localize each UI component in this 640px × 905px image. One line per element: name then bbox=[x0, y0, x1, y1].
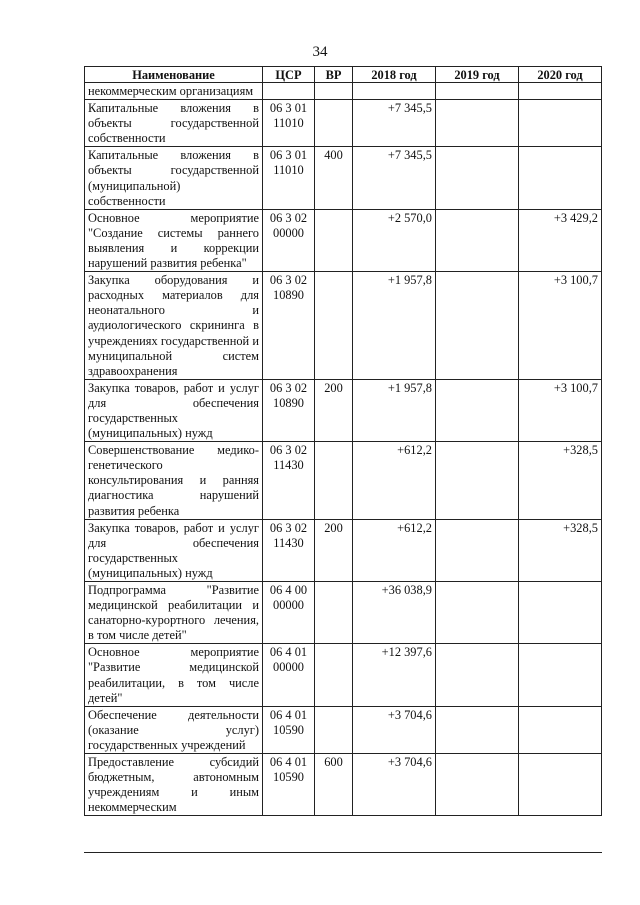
cell-2020 bbox=[519, 706, 602, 753]
cell-name: Совершенствование медико-генетического консультирования и ранняя диагностика нарушений развития ребенка bbox=[85, 442, 263, 519]
cell-name: Предоставление субсидий бюджетным, автономным учреждениям и иным некоммерческим bbox=[85, 754, 263, 816]
page-number: 34 bbox=[312, 44, 328, 60]
cell-name: Капитальные вложения в объекты государственной (муниципальной) собственности bbox=[85, 147, 263, 209]
table-row bbox=[85, 754, 602, 816]
cell-csr: 06 4 01 10590 bbox=[263, 754, 315, 816]
cell-vr bbox=[315, 272, 353, 380]
cell-2020 bbox=[519, 644, 602, 706]
cell-2018 bbox=[353, 83, 436, 100]
cell-csr: 06 4 01 10590 bbox=[263, 706, 315, 753]
table-header-row bbox=[85, 67, 602, 83]
table-row bbox=[85, 442, 602, 519]
cell-vr: 200 bbox=[315, 379, 353, 441]
cell-csr: 06 3 02 10890 bbox=[263, 379, 315, 441]
cell-csr: 06 3 02 11430 bbox=[263, 519, 315, 581]
cell-2019 bbox=[436, 519, 519, 581]
header-2020: 2020 год bbox=[519, 67, 602, 83]
cell-vr bbox=[315, 582, 353, 644]
cell-2018: +7 345,5 bbox=[353, 100, 436, 147]
cell-2019 bbox=[436, 442, 519, 519]
budget-table bbox=[84, 66, 602, 816]
cell-2019 bbox=[436, 582, 519, 644]
cell-vr bbox=[315, 644, 353, 706]
table-row bbox=[85, 100, 602, 147]
cell-vr bbox=[315, 83, 353, 100]
cell-2020 bbox=[519, 582, 602, 644]
cell-2019 bbox=[436, 754, 519, 816]
cell-vr bbox=[315, 706, 353, 753]
cell-2018: +2 570,0 bbox=[353, 209, 436, 271]
cell-name: Закупка товаров, работ и услуг для обеспечения государственных (муниципальных) нужд bbox=[85, 519, 263, 581]
cell-2018: +36 038,9 bbox=[353, 582, 436, 644]
cell-csr: 06 3 02 11430 bbox=[263, 442, 315, 519]
cell-csr: 06 4 01 00000 bbox=[263, 644, 315, 706]
cell-name: Закупка оборудования и расходных материалов для неонатального и аудиологического скрининга в учреждениях государственной и муниципальной систем здравоохранения bbox=[85, 272, 263, 380]
table-row bbox=[85, 209, 602, 271]
cell-name: Закупка товаров, работ и услуг для обеспечения государственных (муниципальных) нужд bbox=[85, 379, 263, 441]
cell-2020: +328,5 bbox=[519, 519, 602, 581]
cell-2018: +12 397,6 bbox=[353, 644, 436, 706]
table-bottom-edge bbox=[84, 852, 602, 853]
cell-name: Подпрограмма "Развитие медицинской реабилитации и санаторно-курортного лечения, в том числе детей" bbox=[85, 582, 263, 644]
cell-2018: +612,2 bbox=[353, 519, 436, 581]
cell-2018: +7 345,5 bbox=[353, 147, 436, 209]
table-row bbox=[85, 147, 602, 209]
cell-2020 bbox=[519, 754, 602, 816]
header-2019: 2019 год bbox=[436, 67, 519, 83]
cell-2019 bbox=[436, 83, 519, 100]
cell-2020: +3 100,7 bbox=[519, 272, 602, 380]
cell-2020: +328,5 bbox=[519, 442, 602, 519]
cell-csr: 06 3 01 11010 bbox=[263, 100, 315, 147]
cell-csr: 06 4 00 00000 bbox=[263, 582, 315, 644]
cell-name: некоммерческим организациям bbox=[85, 83, 263, 100]
cell-vr: 600 bbox=[315, 754, 353, 816]
cell-name: Обеспечение деятельности (оказание услуг) государственных учреждений bbox=[85, 706, 263, 753]
cell-csr: 06 3 01 11010 bbox=[263, 147, 315, 209]
cell-name: Основное мероприятие "Развитие медицинской реабилитации, в том числе детей" bbox=[85, 644, 263, 706]
cell-2018: +612,2 bbox=[353, 442, 436, 519]
cell-2020: +3 100,7 bbox=[519, 379, 602, 441]
cell-vr: 200 bbox=[315, 519, 353, 581]
cell-2018: +3 704,6 bbox=[353, 754, 436, 816]
cell-name: Капитальные вложения в объекты государственной собственности bbox=[85, 100, 263, 147]
table-row bbox=[85, 272, 602, 380]
header-vr: ВР bbox=[315, 67, 353, 83]
cell-2020 bbox=[519, 83, 602, 100]
cell-2018: +1 957,8 bbox=[353, 272, 436, 380]
cell-2019 bbox=[436, 209, 519, 271]
table-row bbox=[85, 83, 602, 100]
cell-2019 bbox=[436, 644, 519, 706]
header-2018: 2018 год bbox=[353, 67, 436, 83]
cell-vr bbox=[315, 442, 353, 519]
table-row bbox=[85, 379, 602, 441]
cell-csr: 06 3 02 10890 bbox=[263, 272, 315, 380]
cell-csr bbox=[263, 83, 315, 100]
cell-2019 bbox=[436, 147, 519, 209]
cell-2019 bbox=[436, 272, 519, 380]
header-name: Наименование bbox=[85, 67, 263, 83]
cell-name: Основное мероприятие "Создание системы раннего выявления и коррекции нарушений развития ребенка" bbox=[85, 209, 263, 271]
cell-2018: +3 704,6 bbox=[353, 706, 436, 753]
cell-2018: +1 957,8 bbox=[353, 379, 436, 441]
cell-csr: 06 3 02 00000 bbox=[263, 209, 315, 271]
table-row bbox=[85, 519, 602, 581]
cell-2020 bbox=[519, 100, 602, 147]
cell-2019 bbox=[436, 379, 519, 441]
header-csr: ЦСР bbox=[263, 67, 315, 83]
table-row bbox=[85, 644, 602, 706]
cell-2020 bbox=[519, 147, 602, 209]
cell-vr bbox=[315, 100, 353, 147]
table-row bbox=[85, 706, 602, 753]
cell-2019 bbox=[436, 100, 519, 147]
cell-vr bbox=[315, 209, 353, 271]
cell-2020: +3 429,2 bbox=[519, 209, 602, 271]
table-row bbox=[85, 582, 602, 644]
cell-2019 bbox=[436, 706, 519, 753]
cell-vr: 400 bbox=[315, 147, 353, 209]
